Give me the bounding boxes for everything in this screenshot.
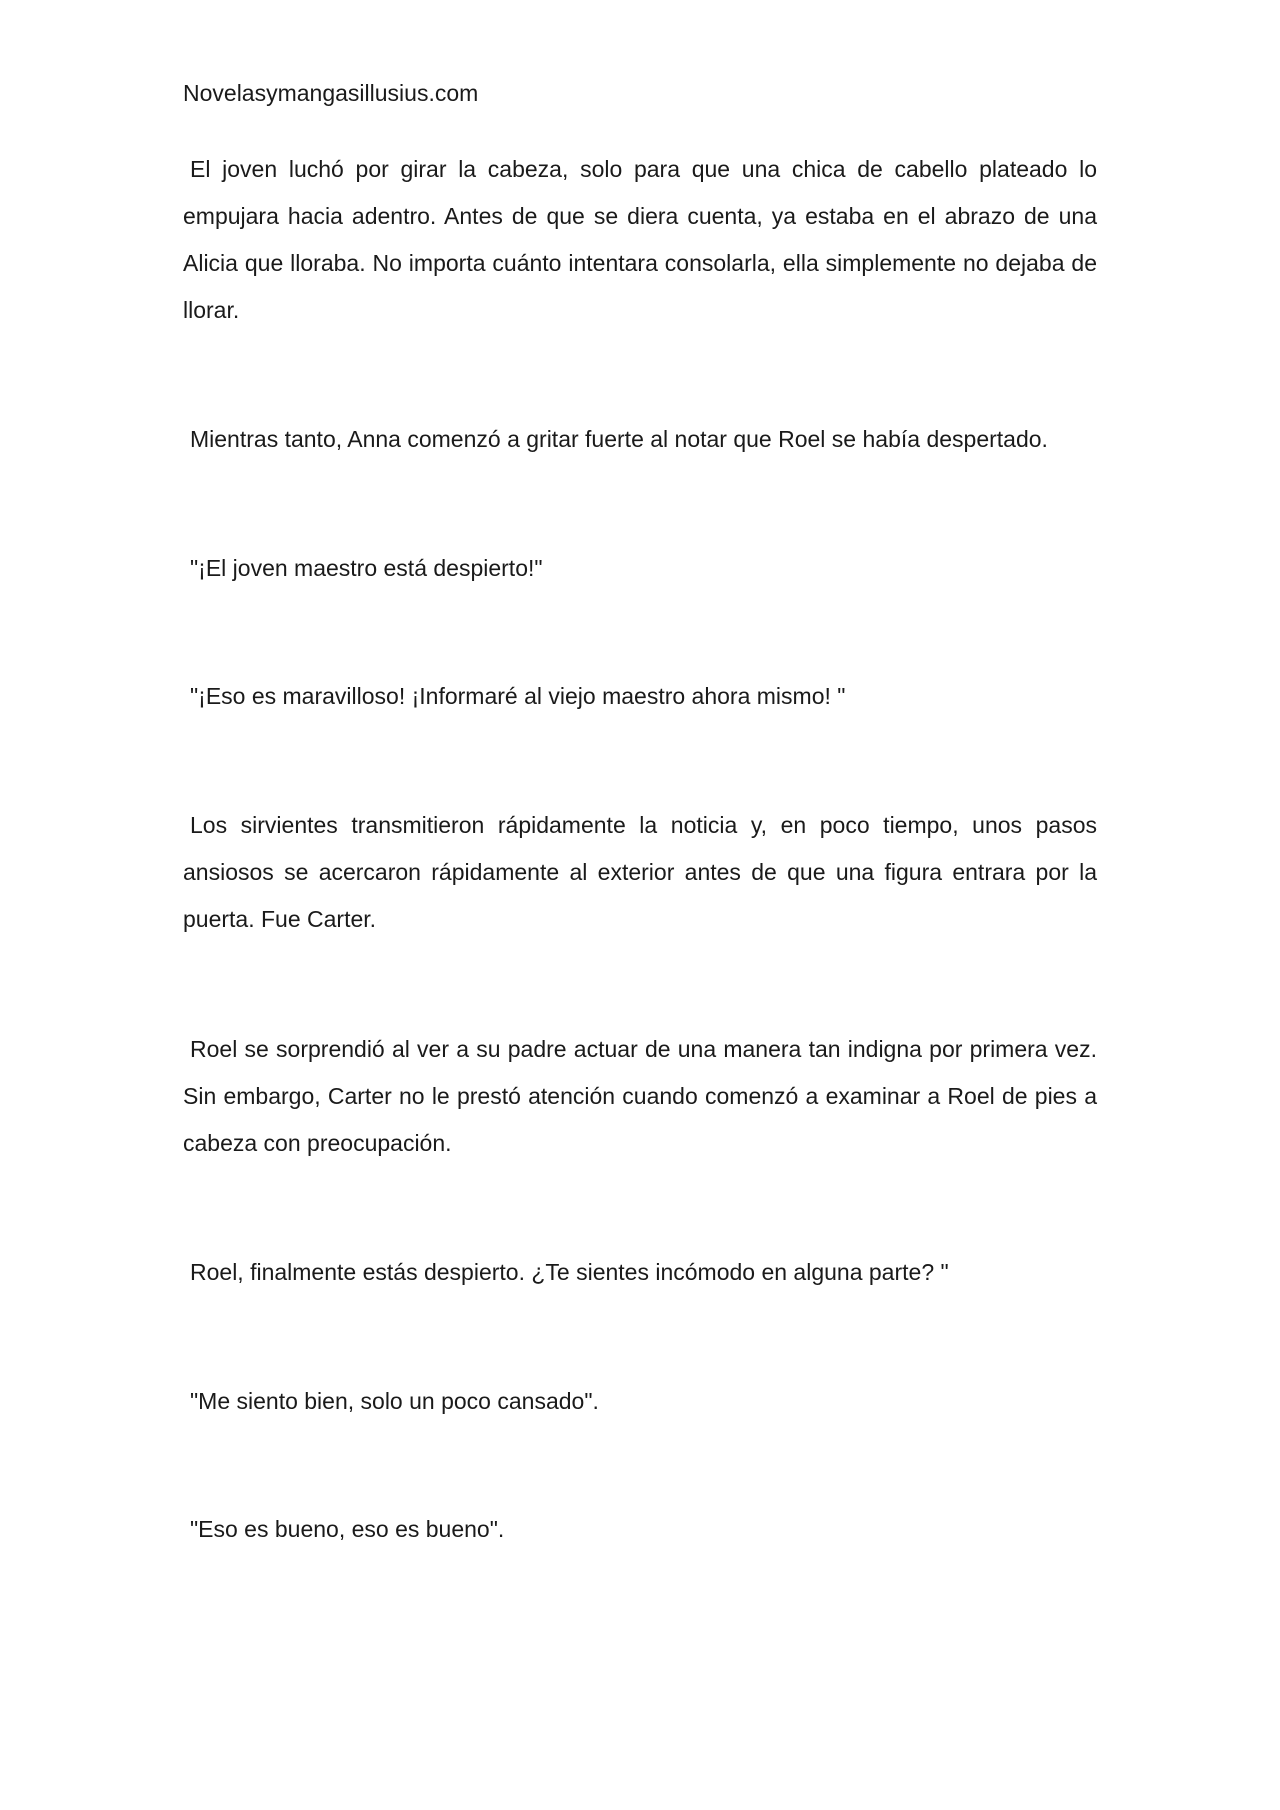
paragraph-1: El joven luchó por girar la cabeza, solo para que una chica de cabello plateado lo empujara hacia adentro. Antes de que se diera cuenta, ya estaba en el abrazo de una Alicia que lloraba. No importa cuánto intentara consolarla, ella simplemente no dejaba de llorar.: [183, 156, 1097, 323]
paragraph-5: Los sirvientes transmitieron rápidamente la noticia y, en poco tiempo, unos pasos ansiosos se acercaron rápidamente al exterior antes de que una figura entrara por la puerta. Fue Carter.: [183, 812, 1097, 932]
site-header: Novelasymangasillusius.com: [183, 80, 479, 106]
paragraph-2: Mientras tanto, Anna comenzó a gritar fuerte al notar que Roel se había despertado.: [190, 426, 1048, 452]
paragraph-6: Roel se sorprendió al ver a su padre actuar de una manera tan indigna por primera vez. Sin embargo, Carter no le prestó atención cuando comenzó a examinar a Roel de pies a cabeza con preocupación.: [183, 1036, 1097, 1156]
paragraph-4: "¡Eso es maravilloso! ¡Informaré al viejo maestro ahora mismo! ": [190, 683, 846, 709]
paragraph-3: "¡El joven maestro está despierto!": [190, 555, 543, 581]
paragraph-9: "Eso es bueno, eso es bueno".: [190, 1516, 505, 1542]
paragraph-7: Roel, finalmente estás despierto. ¿Te sientes incómodo en alguna parte? ": [190, 1259, 949, 1285]
paragraph-8: "Me siento bien, solo un poco cansado".: [190, 1388, 599, 1414]
